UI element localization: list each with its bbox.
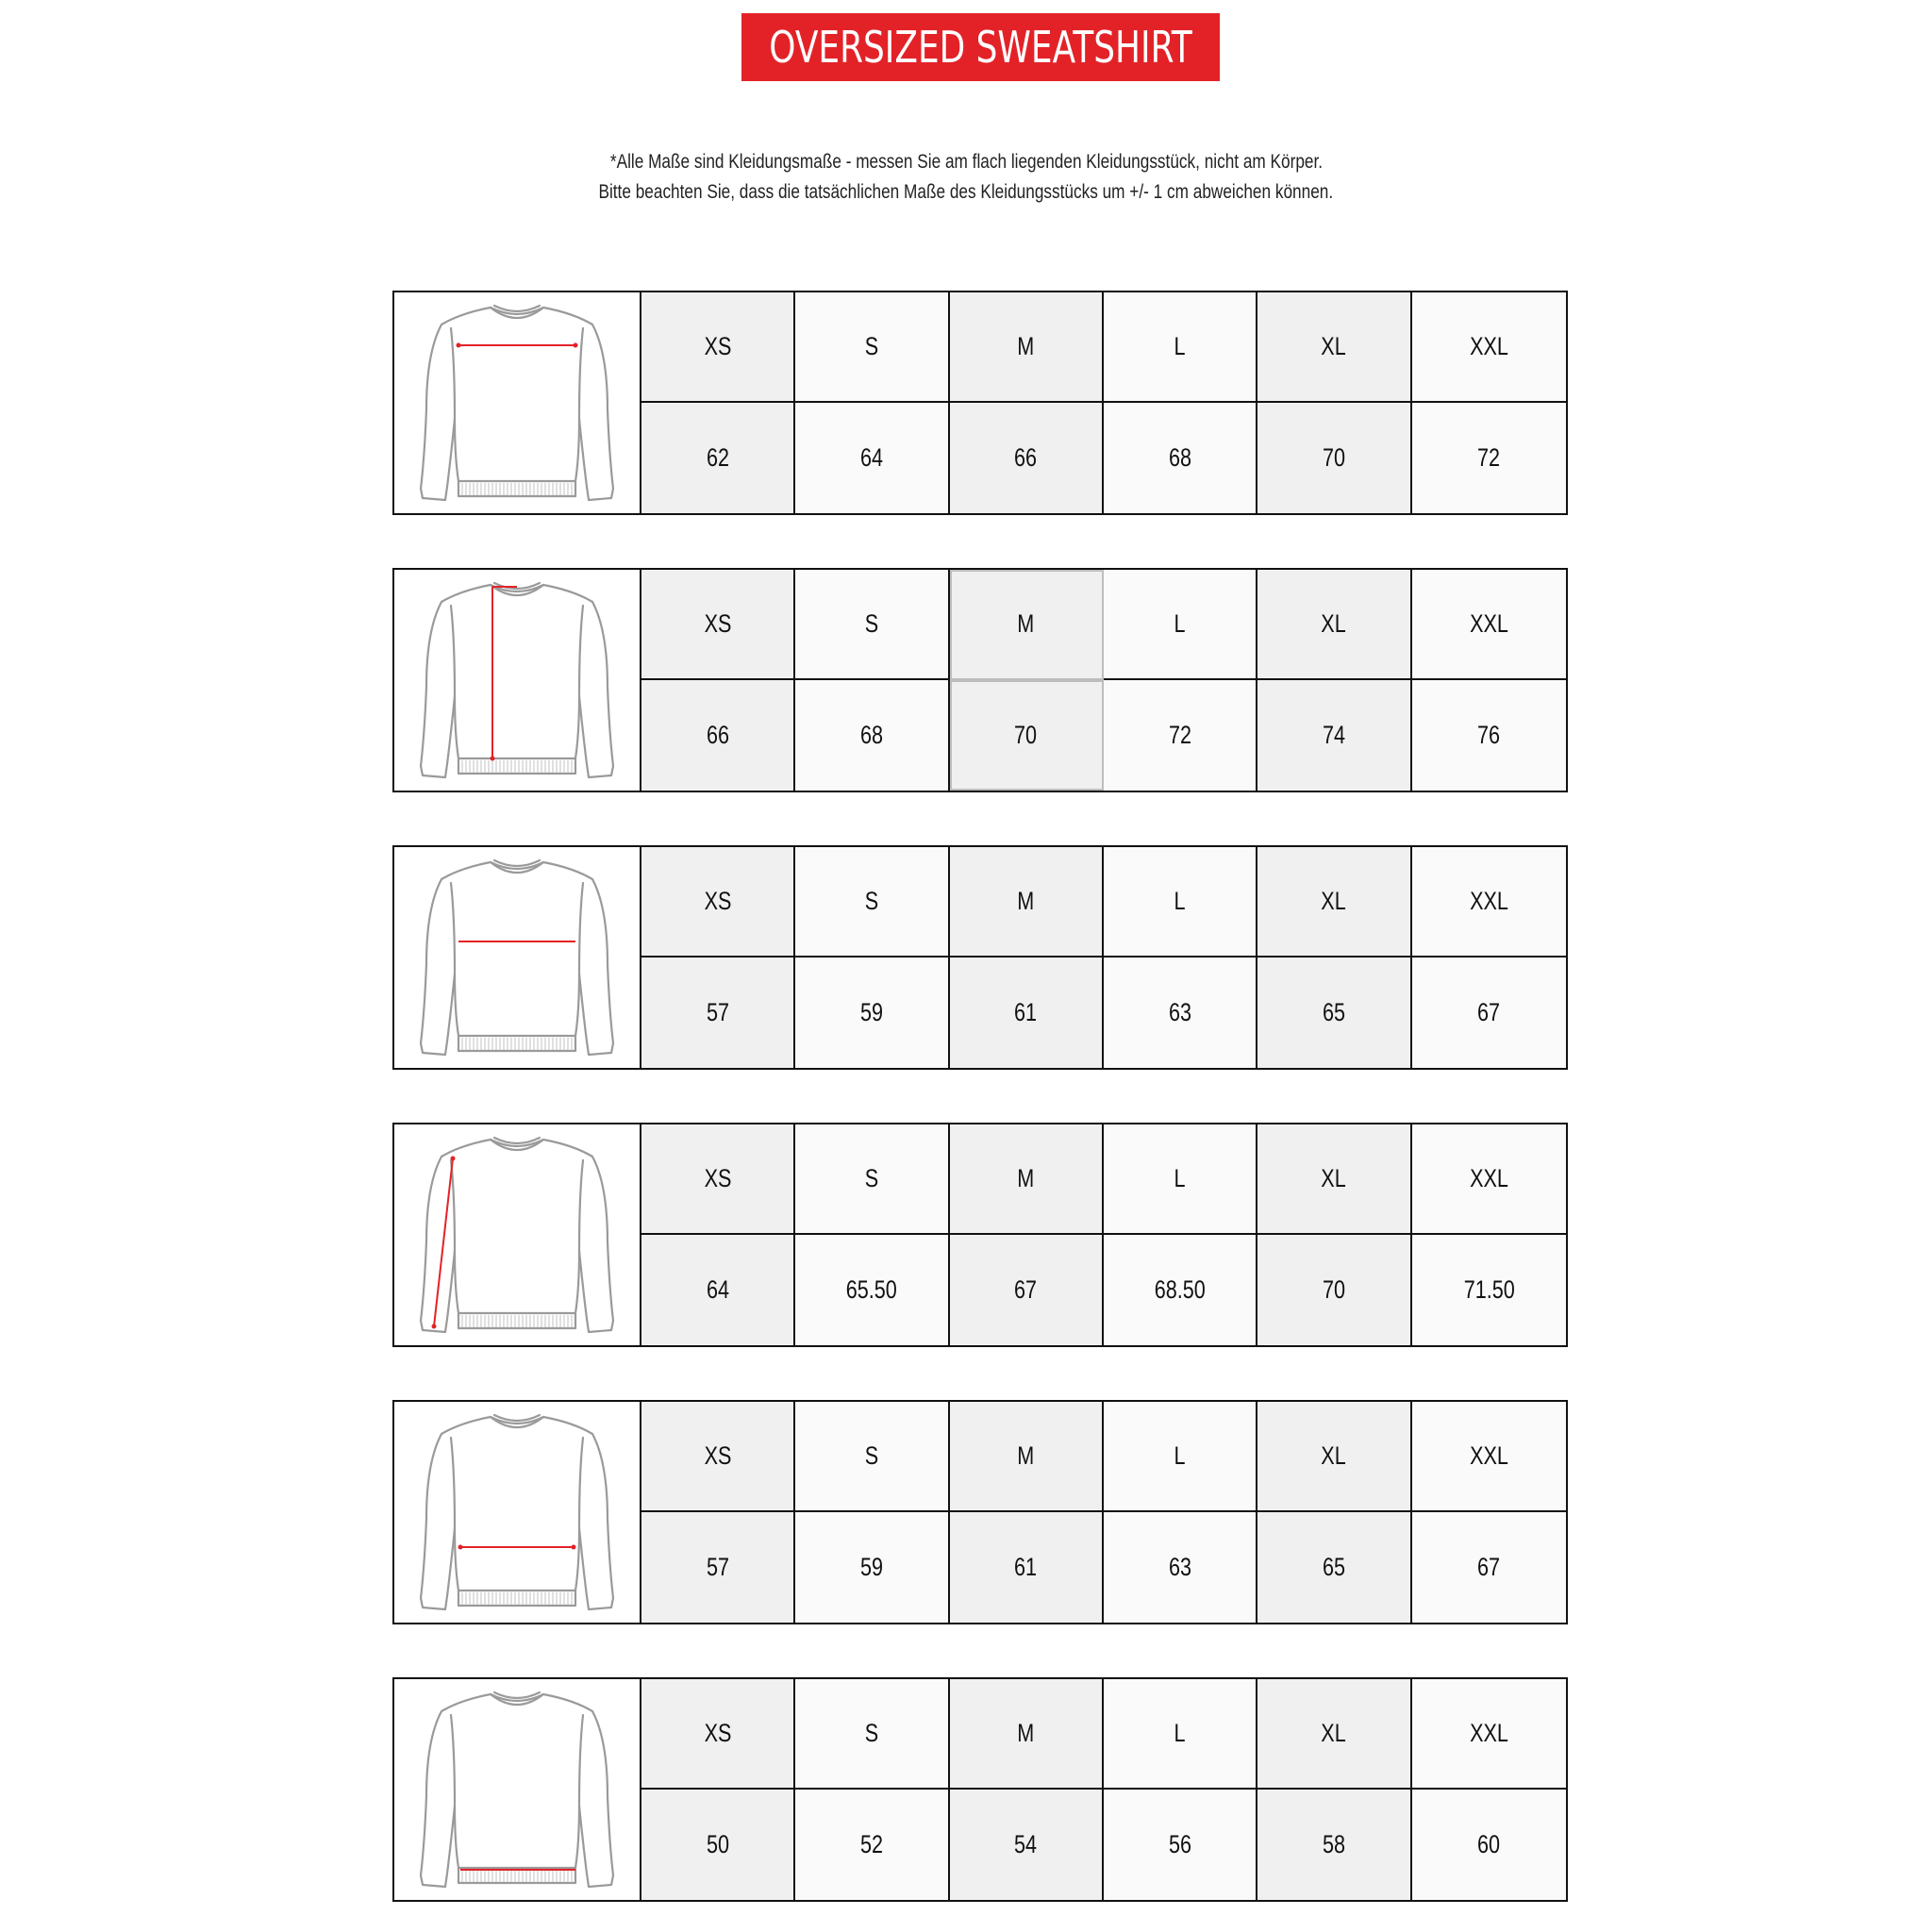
measurement-value: 61 bbox=[1014, 998, 1038, 1026]
size-label: XXL bbox=[1469, 609, 1508, 638]
size-label-cell bbox=[795, 292, 949, 403]
size-label: L bbox=[1174, 1719, 1186, 1747]
size-label-cell bbox=[950, 292, 1104, 403]
measurement-cell bbox=[1104, 1790, 1257, 1900]
measurement-value: 67 bbox=[1477, 1553, 1501, 1581]
measurement-value: 70 bbox=[1322, 443, 1346, 472]
measurement-value: 59 bbox=[859, 998, 884, 1026]
measurement-cell bbox=[1412, 1235, 1566, 1345]
size-label-cell bbox=[1104, 847, 1257, 958]
measurement-value: 57 bbox=[706, 998, 729, 1026]
measurement-cell bbox=[795, 1790, 949, 1900]
size-label-cell bbox=[1257, 1402, 1411, 1512]
measurement-value: 63 bbox=[1168, 998, 1191, 1026]
size-label: XS bbox=[704, 1719, 732, 1747]
size-label: XXL bbox=[1469, 887, 1508, 915]
measurement-cell bbox=[641, 1235, 795, 1345]
size-label-cell bbox=[641, 847, 795, 958]
size-label: L bbox=[1174, 887, 1186, 915]
sweatshirt-hem-width-icon bbox=[413, 1683, 621, 1896]
page-title: OVERSIZED SWEATSHIRT bbox=[769, 22, 1192, 73]
measurement-value: 50 bbox=[706, 1830, 729, 1858]
measurement-cell bbox=[641, 403, 795, 513]
measurement-value: 67 bbox=[1477, 998, 1501, 1026]
size-label-cell bbox=[795, 570, 949, 680]
measurement-value: 58 bbox=[1322, 1830, 1346, 1858]
size-label-cell bbox=[1412, 292, 1566, 403]
measurement-cell bbox=[641, 1790, 795, 1900]
size-label: L bbox=[1174, 1441, 1186, 1470]
measurement-cell bbox=[1412, 680, 1566, 791]
measurement-value: 67 bbox=[1014, 1275, 1038, 1304]
size-label-cell bbox=[1412, 570, 1566, 680]
measurement-value: 76 bbox=[1477, 721, 1501, 749]
size-label-cell bbox=[641, 1679, 795, 1790]
measurement-cell bbox=[1257, 680, 1411, 791]
size-label-cell bbox=[795, 1402, 949, 1512]
size-label: S bbox=[864, 1719, 879, 1747]
garment-illustration bbox=[394, 847, 641, 1068]
measurement-cell bbox=[795, 680, 949, 791]
sweatshirt-sleeve-length-icon bbox=[413, 1128, 621, 1341]
measurement-cell bbox=[950, 958, 1104, 1068]
size-label: XXL bbox=[1469, 1441, 1508, 1470]
size-label-cell bbox=[1104, 292, 1257, 403]
sweatshirt-chest-width-icon bbox=[413, 296, 621, 509]
measurement-cell bbox=[950, 1790, 1104, 1900]
measurement-cell bbox=[950, 403, 1104, 513]
size-label-cell bbox=[641, 1402, 795, 1512]
size-table bbox=[392, 568, 1568, 792]
size-label: L bbox=[1174, 609, 1186, 638]
size-label: XS bbox=[704, 332, 732, 360]
size-grid bbox=[641, 570, 1566, 791]
size-label: XL bbox=[1321, 609, 1347, 638]
size-label: XS bbox=[704, 1441, 732, 1470]
measurement-cell bbox=[1104, 958, 1257, 1068]
size-grid bbox=[641, 1679, 1566, 1900]
measurement-value: 64 bbox=[706, 1275, 729, 1304]
measurement-value: 61 bbox=[1014, 1553, 1038, 1581]
measurement-cell bbox=[1104, 1512, 1257, 1623]
size-label-cell bbox=[795, 1124, 949, 1235]
size-label: M bbox=[1017, 887, 1035, 915]
size-label: XXL bbox=[1469, 1164, 1508, 1192]
measurement-cell bbox=[795, 1235, 949, 1345]
size-label-cell bbox=[1412, 1402, 1566, 1512]
measurement-cell bbox=[1257, 1235, 1411, 1345]
garment-illustration bbox=[394, 570, 641, 791]
measurement-value: 56 bbox=[1168, 1830, 1191, 1858]
garment-illustration bbox=[394, 1402, 641, 1623]
size-label-cell bbox=[641, 292, 795, 403]
size-label: S bbox=[864, 332, 879, 360]
size-label: XS bbox=[704, 887, 732, 915]
size-label-cell bbox=[950, 1679, 1104, 1790]
size-label-cell bbox=[1104, 1124, 1257, 1235]
measurement-cell bbox=[950, 1512, 1104, 1623]
measurement-value: 52 bbox=[859, 1830, 884, 1858]
size-label-cell bbox=[1257, 1679, 1411, 1790]
size-label: XL bbox=[1321, 1441, 1347, 1470]
measurement-cell bbox=[1412, 1790, 1566, 1900]
size-label: M bbox=[1017, 332, 1035, 360]
size-table bbox=[392, 1677, 1568, 1902]
measurement-value: 70 bbox=[1014, 721, 1038, 749]
sweatshirt-body-length-icon bbox=[413, 574, 621, 787]
size-label-cell bbox=[1412, 1679, 1566, 1790]
measurement-value: 63 bbox=[1168, 1553, 1191, 1581]
measurement-cell bbox=[795, 958, 949, 1068]
size-label: S bbox=[864, 1441, 879, 1470]
measurement-cell bbox=[1104, 403, 1257, 513]
measurement-value: 65 bbox=[1322, 998, 1346, 1026]
size-label-cell bbox=[1104, 1402, 1257, 1512]
size-label-cell bbox=[1412, 1124, 1566, 1235]
size-label: M bbox=[1017, 1719, 1035, 1747]
measurement-value: 60 bbox=[1477, 1830, 1501, 1858]
measurement-cell bbox=[641, 1512, 795, 1623]
measurement-cell bbox=[1412, 403, 1566, 513]
garment-illustration bbox=[394, 1679, 641, 1900]
garment-illustration bbox=[394, 292, 641, 513]
measurement-cell bbox=[795, 403, 949, 513]
size-label: XL bbox=[1321, 1164, 1347, 1192]
size-label: XS bbox=[704, 1164, 732, 1192]
size-table bbox=[392, 291, 1568, 515]
size-label: S bbox=[864, 1164, 879, 1192]
measurement-cell bbox=[950, 1235, 1104, 1345]
measurement-value: 68.50 bbox=[1154, 1275, 1206, 1304]
garment-illustration bbox=[394, 1124, 641, 1345]
measurement-value: 59 bbox=[859, 1553, 884, 1581]
size-table bbox=[392, 845, 1568, 1070]
size-label: L bbox=[1174, 332, 1186, 360]
measurement-value: 70 bbox=[1322, 1275, 1346, 1304]
measurement-cell bbox=[1257, 1512, 1411, 1623]
measurement-value: 57 bbox=[706, 1553, 729, 1581]
tolerance-note: Bitte beachten Sie, dass die tatsächlichen Maße des Kleidungsstücks um +/- 1 cm abweichen können. bbox=[598, 181, 1334, 203]
size-label-cell bbox=[1412, 847, 1566, 958]
measurement-cell bbox=[1412, 958, 1566, 1068]
measurement-value: 54 bbox=[1014, 1830, 1038, 1858]
size-label: XL bbox=[1321, 887, 1347, 915]
size-label-cell bbox=[641, 1124, 795, 1235]
measurement-cell bbox=[1412, 1512, 1566, 1623]
title-banner bbox=[741, 13, 1220, 81]
size-label: XXL bbox=[1469, 1719, 1508, 1747]
measurement-value: 74 bbox=[1322, 721, 1346, 749]
measurement-value: 68 bbox=[1168, 443, 1191, 472]
sweatshirt-hip-width-icon bbox=[413, 1406, 621, 1619]
size-grid bbox=[641, 1124, 1566, 1345]
measurement-cell bbox=[1104, 680, 1257, 791]
measurement-cell bbox=[1104, 1235, 1257, 1345]
measurement-cell bbox=[1257, 1790, 1411, 1900]
size-label: S bbox=[864, 887, 879, 915]
size-label: L bbox=[1174, 1164, 1186, 1192]
measurement-value: 65.50 bbox=[845, 1275, 898, 1304]
size-label-cell bbox=[1257, 292, 1411, 403]
measurement-cell bbox=[1257, 958, 1411, 1068]
measurement-value: 62 bbox=[706, 443, 729, 472]
measurement-value: 66 bbox=[1014, 443, 1038, 472]
measurement-value: 66 bbox=[706, 721, 729, 749]
measurement-cell bbox=[641, 680, 795, 791]
measurement-cell bbox=[795, 1512, 949, 1623]
size-label-cell bbox=[795, 847, 949, 958]
measurement-cell bbox=[641, 958, 795, 1068]
measurement-value: 71.50 bbox=[1463, 1275, 1515, 1304]
size-label-cell bbox=[950, 570, 1104, 680]
measurement-value: 72 bbox=[1477, 443, 1501, 472]
size-label-cell bbox=[1104, 1679, 1257, 1790]
size-grid bbox=[641, 292, 1566, 513]
size-label-cell bbox=[795, 1679, 949, 1790]
size-grid bbox=[641, 1402, 1566, 1623]
size-label: M bbox=[1017, 1164, 1035, 1192]
size-label-cell bbox=[1257, 847, 1411, 958]
size-label-cell bbox=[1104, 570, 1257, 680]
size-label: XL bbox=[1321, 332, 1347, 360]
size-label: XL bbox=[1321, 1719, 1347, 1747]
measurement-value: 64 bbox=[859, 443, 884, 472]
measurement-value: 72 bbox=[1168, 721, 1191, 749]
measurement-cell bbox=[950, 680, 1104, 791]
size-label-cell bbox=[1257, 1124, 1411, 1235]
size-label: M bbox=[1017, 1441, 1035, 1470]
size-label: M bbox=[1017, 609, 1035, 638]
measurement-value: 68 bbox=[859, 721, 884, 749]
measurement-value: 65 bbox=[1322, 1553, 1346, 1581]
measurement-note: *Alle Maße sind Kleidungsmaße - messen Sie am flach liegenden Kleidungsstück, nicht am Körper. bbox=[609, 151, 1323, 173]
size-table bbox=[392, 1400, 1568, 1624]
size-label: XXL bbox=[1469, 332, 1508, 360]
size-grid bbox=[641, 847, 1566, 1068]
size-label-cell bbox=[1257, 570, 1411, 680]
size-label-cell bbox=[641, 570, 795, 680]
size-table bbox=[392, 1123, 1568, 1347]
sweatshirt-mid-width-icon bbox=[413, 851, 621, 1064]
measurement-cell bbox=[1257, 403, 1411, 513]
size-label-cell bbox=[950, 847, 1104, 958]
size-label-cell bbox=[950, 1402, 1104, 1512]
size-label: XS bbox=[704, 609, 732, 638]
size-label: S bbox=[864, 609, 879, 638]
size-label-cell bbox=[950, 1124, 1104, 1235]
